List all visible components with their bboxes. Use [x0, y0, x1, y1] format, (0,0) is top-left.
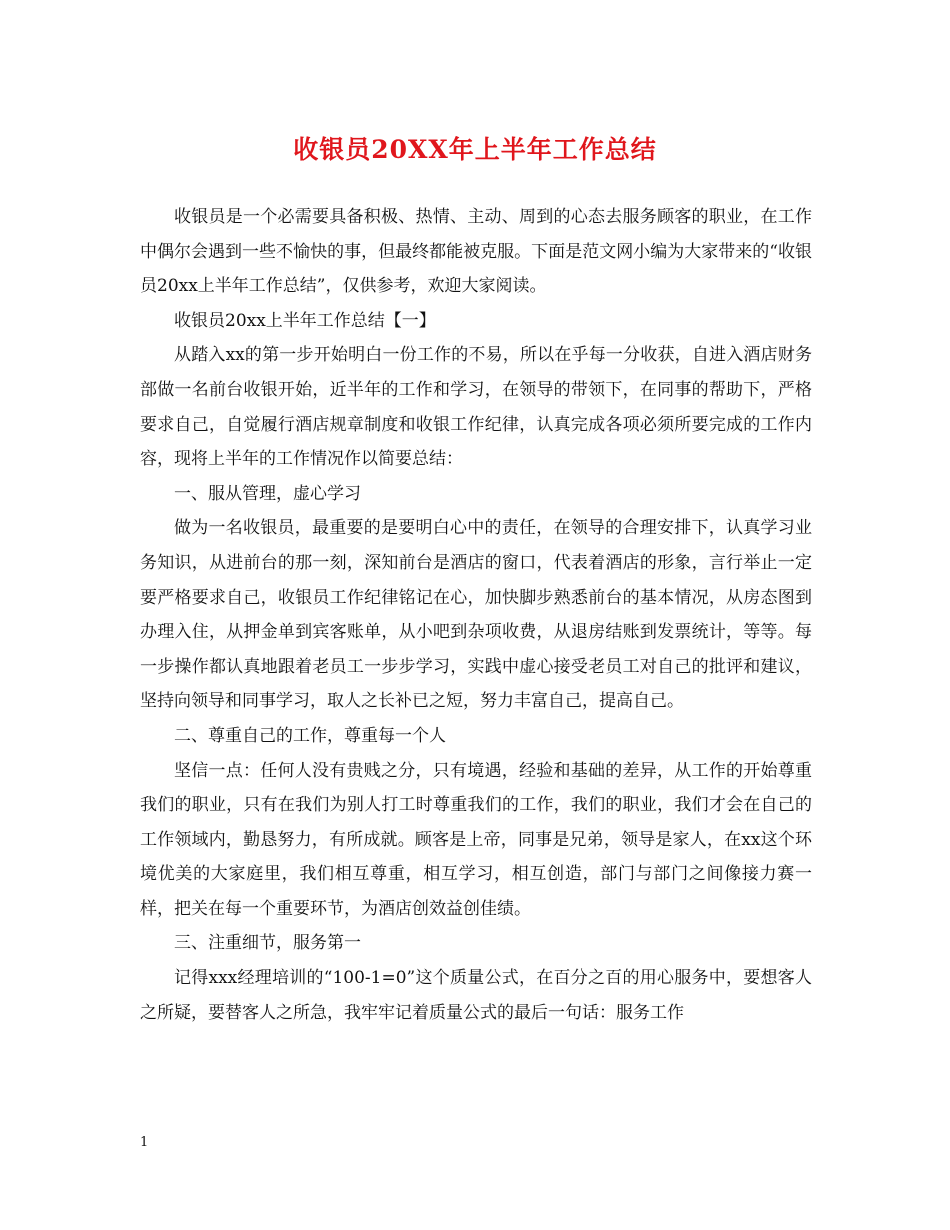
page-number: 1: [140, 1135, 149, 1150]
paragraph-intro: 收银员是一个必需要具备积极、热情、主动、周到的心态去服务顾客的职业，在工作中偶尔会遇到一些不愉快的事，但最终都能被克服。下面是范文网小编为大家带来的“收银员20xx上半年工作总结”，仅供参考，欢迎大家阅读。: [140, 207, 812, 297]
paragraph-overview: 从踏入xx的第一步开始明白一份工作的不易，所以在乎每一分收获，自进入酒店财务部做一名前台收银开始，近半年的工作和学习，在领导的带领下，在同事的帮助下，严格要求自己，自觉履行酒店规章制度和收银工作纪律，认真完成各项必须所要完成的工作内容，现将上半年的工作情况作以简要总结：: [140, 345, 812, 470]
paragraph-details-service: 记得xxx经理培训的“100-1=0”这个质量公式，在百分之百的用心服务中，要想客人之所疑，要替客人之所急，我牢牢记着质量公式的最后一句话：服务工作: [140, 968, 812, 1023]
section-heading-respect-work: 二、尊重自己的工作，尊重每一个人: [174, 725, 446, 746]
paragraph-obey-management: 做为一名收银员，最重要的是要明白心中的责任，在领导的合理安排下，认真学习业务知识，从进前台的那一刻，深知前台是酒店的窗口，代表着酒店的形象，言行举止一定要严格要求自己，收银员工作纪律铭记在心，加快脚步熟悉前台的基本情况，从房态图到办理入住，从押金单到宾客账单，从小吧到杂项收费，从退房结账到发票统计，等等。每一步操作都认真地跟着老员工一步步学习，实践中虚心接受老员工对自己的批评和建议，坚持向领导和同事学习，取人之长补已之短，努力丰富自己，提高自己。: [140, 518, 812, 712]
section-heading-part-one: 收银员20xx上半年工作总结【一】: [174, 310, 436, 331]
document-body: [140, 200, 812, 1030]
document-title: 收银员20XX年上半年工作总结: [293, 135, 657, 164]
section-heading-obey-management: 一、服从管理，虚心学习: [174, 483, 361, 504]
section-heading-details-service: 三、注重细节，服务第一: [174, 933, 361, 954]
paragraph-respect-work: 坚信一点：任何人没有贵贱之分，只有境遇，经验和基础的差异，从工作的开始尊重我们的职业，只有在我们为别人打工时尊重我们的工作，我们的职业，我们才会在自己的工作领域内，勤恳努力，有所成就。顾客是上帝，同事是兄弟，领导是家人，在xx这个环境优美的大家庭里，我们相互尊重，相互学习，相互创造，部门与部门之间像接力赛一样，把关在每一个重要环节，为酒店创效益创佳绩。: [140, 760, 812, 919]
